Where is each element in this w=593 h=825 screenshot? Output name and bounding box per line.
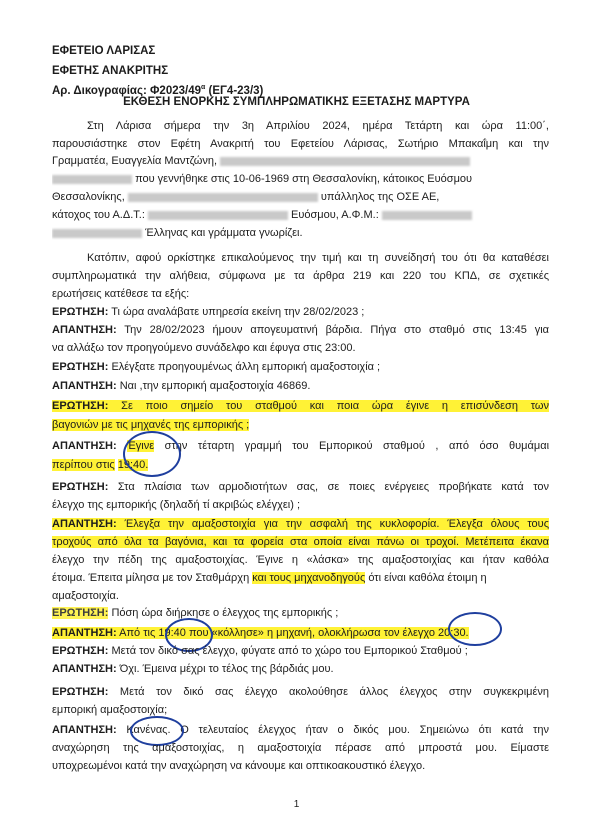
answer-2: ΑΠΑΝΤΗΣΗ: Ναι ,την εμπορική αμαξοστοιχία 46869. <box>52 380 311 392</box>
oath-line: ερωτήσεις κατέθεσε τα εξής: <box>52 288 190 300</box>
answer-4-cont: αμαξοστοιχία. <box>52 590 119 602</box>
case-number: Αρ. Δικογραφίας: $\Phi 2023/49^\alpha$ (ΕΓ4-23/3) <box>52 84 264 97</box>
question-2: ΕΡΩΤΗΣΗ: Ελέγξατε προηγουμένως άλλη εμπορική αμαξοστοιχία ; <box>52 361 381 373</box>
redacted-text <box>148 211 288 220</box>
pen-circle-annotation <box>123 431 181 477</box>
role-title: ΕΦΕΤΗΣ ΑΝΑΚΡΙΤΗΣ <box>52 65 169 77</box>
question-1: ΕΡΩΤΗΣΗ: Τι ώρα αναλάβατε υπηρεσία εκείνη την 28/02/2023 ; <box>52 306 365 318</box>
answer-4: ΑΠΑΝΤΗΣΗ: Έλεγξα την αμαξοστοιχία για την ασφαλή της κυκλοφορία. Έλεγξα όλους τους <box>52 518 549 530</box>
answer-6: ΑΠΑΝΤΗΣΗ: Όχι. Έμεινα μέχρι το τέλος της βάρδιάς μου. <box>52 663 334 675</box>
redacted-text <box>52 229 142 238</box>
answer-4-cont: έτοιμα. Έπειτα μίλησα με τον Σταθμάρχη και τους μηχανοδηγούς ότι είναι καθόλα έτοιμη η <box>52 572 487 584</box>
redacted-text <box>128 193 318 202</box>
answer-5: ΑΠΑΝΤΗΣΗ: Από τις 19:40 που «κόλλησε» η μηχανή, ολοκλήρωσα τον έλεγχο 20:30. <box>52 627 469 639</box>
answer-7: ΑΠΑΝΤΗΣΗ: Κανένας. Ο τελευταίος έλεγχος ήταν ο δικός μου. Σημειώνω ότι κατά την <box>52 724 549 736</box>
question-3-cont: βαγονιών με τις μηχανές της εμπορικής ; <box>52 419 250 431</box>
oath-line: Κατόπιν, αφού ορκίστηκε επικαλούμενος την τιμή και τη συνείδησή του ότι θα καταθέσει <box>87 252 549 264</box>
redacted-text <box>382 211 472 220</box>
page-number: 1 <box>293 799 300 810</box>
oath-line: συμπληρωματικά την αλήθεια, σύμφωνα με τα άρθρα 219 και 220 του ΚΠΔ, σε σχετικές <box>52 270 549 282</box>
answer-7-cont: αναχώρηση της αμαξοστοιχίας, η αμαξοστοιχία πέρασε από μπροστά μου. Είμαστε <box>52 742 549 754</box>
answer-4-cont: έλεγχο την πέδη της αμαξοστοιχίας. Έγινε η «λάσκα» της αμαξοστοιχίας και ήταν καθόλα <box>52 554 549 566</box>
question-7-cont: εμπορική αμαξοστοιχία; <box>52 704 168 716</box>
intro-line: που γεννήθηκε στις 10-06-1969 στη Θεσσαλονίκη, κάτοικος Ευόσμου <box>52 173 549 186</box>
document-title: ΕΚΘΕΣΗ ΕΝΟΡΚΗΣ ΣΥΜΠΛΗΡΩΜΑΤΙΚΗΣ ΕΞΕΤΑΣΗΣ ΜΑΡΤΥΡΑ <box>123 96 470 108</box>
question-5: ΕΡΩΤΗΣΗ: Πόση ώρα διήρκησε ο έλεγχος της εμπορικής ; <box>52 607 339 619</box>
intro-line: παρουσιάστηκε στον Εφέτη Ανακριτή του Εφετείου Λάρισας, Σωτήριο Μπακαΐμη και την <box>52 138 549 150</box>
question-6: ΕΡΩΤΗΣΗ: Μετά τον δικό σας έλεγχο, φύγατε από το χώρο του Εμπορικού Σταθμού ; <box>52 645 468 657</box>
intro-line: Στη Λάρισα σήμερα την 3η Απριλίου 2024, ημέρα Τετάρτη και ώρα 11:00΄, <box>87 120 549 132</box>
question-3: ΕΡΩΤΗΣΗ: Σε ποιο σημείο του σταθμού και ποια ώρα έγινε η επισύνδεση των <box>52 400 549 412</box>
answer-1-cont: να αλλάξω τον προηγούμενο συνάδελφο και έφυγα στις 23:00. <box>52 342 356 354</box>
intro-line: Θεσσαλονίκης, υπάλληλος της ΟΣΕ ΑΕ, <box>52 191 440 203</box>
intro-line: Έλληνας και γράμματα γνωρίζει. <box>52 227 549 240</box>
court-name: ΕΦΕΤΕΙΟ ΛΑΡΙΣΑΣ <box>52 45 156 57</box>
question-4: ΕΡΩΤΗΣΗ: Στα πλαίσια των αρμοδιοτήτων σας, σε ποιες ενέργειες προβήκατε κατά τον <box>52 481 549 493</box>
answer-3-cont: περίπου στις 19:40. <box>52 459 149 471</box>
redacted-text <box>52 175 132 184</box>
question-4-cont: έλεγχο της εμπορικής (δηλαδή τί ακριβώς ελέγχει) ; <box>52 499 301 511</box>
pen-circle-annotation <box>448 612 502 646</box>
question-7: ΕΡΩΤΗΣΗ: Μετά τον δικό σας έλεγχο ακολούθησε άλλος έλεγχος στην συγκεκριμένη <box>52 686 549 698</box>
redacted-text <box>220 157 470 166</box>
answer-1: ΑΠΑΝΤΗΣΗ: Την 28/02/2023 ήμουν απογευματινή βάρδια. Πήγα στο σταθμό στις 13:45 για <box>52 324 549 336</box>
intro-line: κάτοχος του Α.Δ.Τ.: Ευόσμου, Α.Φ.Μ.: <box>52 209 549 222</box>
answer-3: ΑΠΑΝΤΗΣΗ: Έγινε στην τέταρτη γραμμή του Εμπορικού σταθμού , από όσο θυμάμαι <box>52 440 549 452</box>
intro-line: Γραμματέα, Ευαγγελία Μαντζώνη, <box>52 155 549 168</box>
answer-4-cont: τροχούς από όλα τα βαγόνια, και τα φορεία στα οποία είναι πάνω οι τροχοί. Μετέπειτα έκανα <box>52 536 549 548</box>
answer-7-cont: υποχρεωμένοι κατά την αναχώρηση να κάνουμε και οπτικοακουστικό έλεγχο. <box>52 760 426 772</box>
